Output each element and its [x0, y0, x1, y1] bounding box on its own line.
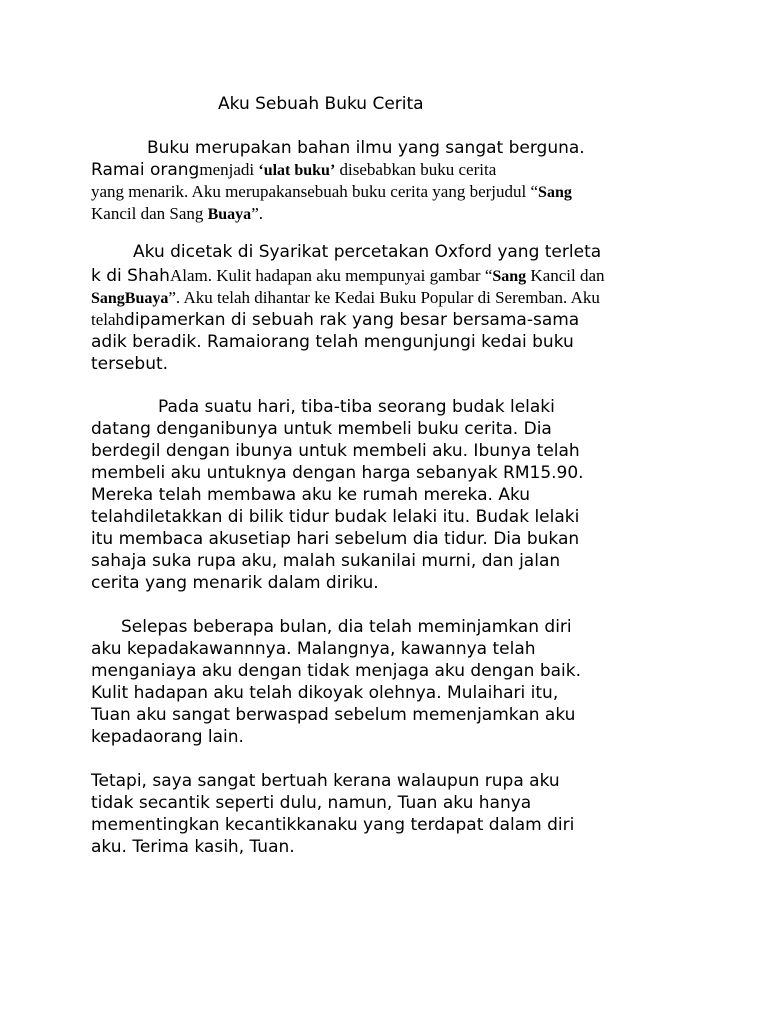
p2-line-6: tersebut.: [91, 354, 169, 374]
p4-line-3: menganiaya aku dengan tidak menjaga aku dengan baik.: [91, 661, 582, 681]
p1-line-4-c: ”.: [251, 204, 263, 223]
p2-line-4-a: telah: [91, 310, 125, 329]
p1-line-4: [91, 203, 263, 226]
p5-line-3: mementingkan kecantikkanaku yang terdapat dalam diri: [91, 815, 575, 835]
p2-line-1: Aku dicetak di Syarikat percetakan Oxford yang terleta: [133, 242, 602, 262]
p2-line-2: [91, 265, 605, 288]
p4-line-2: aku kepadakawannnya. Malangnya, kawannya telah: [91, 639, 536, 659]
document-title: Aku Sebuah Buku Cerita: [218, 94, 424, 114]
p4-line-1: Selepas beberapa bulan, dia telah meminjamkan diri: [121, 617, 572, 637]
p3-line-3: berdegil dengan ibunya untuk membeli aku. Ibunya telah: [91, 441, 580, 461]
p1-line-2-b: menjadi: [199, 160, 259, 179]
p1-line-3: [91, 181, 572, 204]
p1-line-4-a: Kancil dan Sang: [91, 204, 208, 223]
p2-line-5: adik beradik. Ramaiorang telah mengunjungi kedai buku: [91, 332, 574, 352]
p2-line-4: [91, 309, 579, 331]
p1-line-3-a: yang menarik. Aku merupakansebuah buku cerita yang berjudul “: [91, 182, 539, 201]
p1-line-3-b: Sang: [538, 184, 572, 201]
p4-line-4: Kulit hadapan aku telah dikoyak olehnya. Mulaihari itu,: [91, 683, 559, 703]
p2-line-4-b: dipamerkan di sebuah rak yang besar bersama-sama: [124, 310, 580, 330]
p4-line-5: Tuan aku sangat berwaspad sebelum memenjamkan aku: [91, 705, 576, 725]
p2-line-2-a: k di Shah: [91, 266, 170, 286]
p3-line-9: cerita yang menarik dalam diriku.: [91, 573, 379, 593]
p3-line-8: sahaja suka rupa aku, malah sukanilai murni, dan jalan: [91, 551, 561, 571]
p1-line-2-a: Ramai orang: [91, 160, 200, 180]
p2-line-3-a: SangBuaya: [91, 290, 169, 307]
p1-line-2: [91, 159, 496, 182]
p2-line-2-c: Sang: [492, 268, 527, 285]
p1-line-2-d: disebabkan buku cerita: [335, 160, 497, 179]
p3-line-5: Mereka telah membawa aku ke rumah mereka. Aku: [91, 485, 531, 505]
p2-line-2-b: Alam. Kulit hadapan aku mempunyai gambar “: [169, 266, 493, 285]
p1-line-2-c: ‘ulat buku’: [258, 162, 336, 179]
p2-line-3-b: ”. Aku telah dihantar ke Kedai Buku Popular di Seremban. Aku: [168, 288, 600, 307]
p5-line-2: tidak secantik seperti dulu, namun, Tuan aku hanya: [91, 793, 532, 813]
p5-line-1: Tetapi, saya sangat bertuah kerana walaupun rupa aku: [91, 771, 560, 791]
p2-line-3: [91, 287, 600, 310]
p2-line-2-d: Kancil dan: [526, 266, 605, 285]
p4-line-6: kepadaorang lain.: [91, 727, 244, 747]
p3-line-4: membeli aku untuknya dengan harga sebanyak RM15.90.: [91, 463, 584, 483]
p3-line-6: telahdiletakkan di bilik tidur budak lelaki itu. Budak lelaki: [91, 507, 580, 527]
p5-line-4: aku. Terima kasih, Tuan.: [91, 837, 295, 857]
p3-line-2: datang denganibunya untuk membeli buku cerita. Dia: [91, 419, 552, 439]
p3-line-1: Pada suatu hari, tiba-tiba seorang budak lelaki: [158, 397, 555, 417]
p1-line-4-b: Buaya: [207, 206, 252, 223]
p1-line-1: Buku merupakan bahan ilmu yang sangat berguna.: [147, 138, 585, 158]
p3-line-7: itu membaca akusetiap hari sebelum dia tidur. Dia bukan: [91, 529, 580, 549]
